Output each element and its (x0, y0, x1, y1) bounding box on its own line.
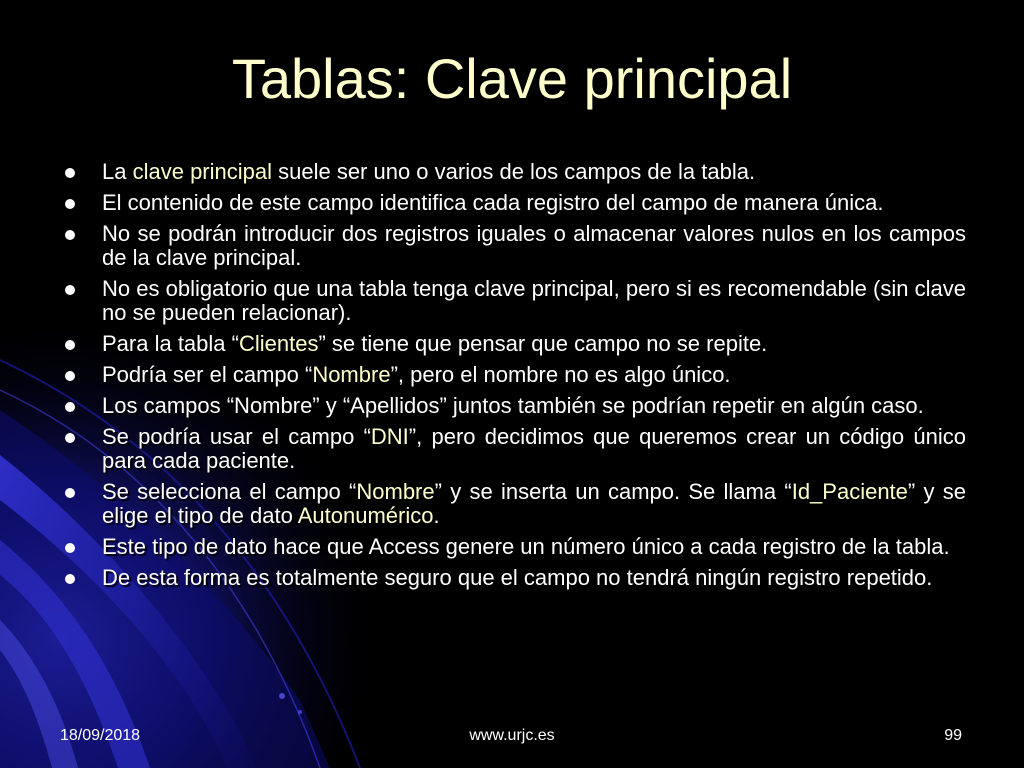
bullet-item (62, 222, 966, 270)
footer-page-number: 99 (944, 727, 962, 744)
slide-title: Tablas: Clave principal (231, 47, 793, 110)
bullet-item (62, 363, 966, 387)
bullet-text: suele ser uno o varios de los campos de la tabla. (272, 159, 756, 184)
bullet-item (62, 425, 966, 473)
highlighted-term: Clientes (238, 331, 319, 356)
highlighted-term: Id_Paciente (791, 479, 908, 504)
bullet-item (62, 535, 966, 559)
highlighted-term: DNI (370, 424, 409, 449)
bullet-text: ” y se elige el tipo de dato (102, 479, 966, 528)
bullet-text: Para la tabla “ (102, 331, 239, 356)
footer-date: 18/09/2018 (60, 727, 141, 744)
bullet-text: Este tipo de dato hace que Access genere un número único a cada registro de la tabla. (102, 534, 950, 559)
bullet-text: La (102, 159, 133, 184)
highlighted-term: Nombre (356, 479, 435, 504)
bullet-item (62, 191, 966, 215)
bullet-item (62, 394, 966, 418)
highlighted-term: clave principal (132, 159, 272, 184)
bullet-text: Se selecciona el campo “ (102, 479, 357, 504)
bullet-text: No se podrán introducir dos registros iguales o almacenar valores nulos en los campos de la clave principal. (102, 221, 966, 270)
bullet-text: El contenido de este campo identifica cada registro del campo de manera única. (102, 190, 884, 215)
bullet-text: De esta forma es totalmente seguro que el campo no tendrá ningún registro repetido. (102, 565, 933, 590)
bullet-item (62, 332, 966, 356)
bullet-item (62, 566, 966, 590)
bullet-item (62, 160, 966, 184)
bullet-text: . (433, 503, 440, 528)
bullet-item (62, 277, 966, 325)
bullet-text: No es obligatorio que una tabla tenga clave principal, pero si es recomendable (sin clave no se pueden relacionar). (102, 276, 966, 325)
bullet-text: ” y se inserta un campo. Se llama “ (434, 479, 792, 504)
bullet-list (62, 160, 966, 597)
bullet-text: ” se tiene que pensar que campo no se repite. (318, 331, 768, 356)
footer-url: www.urjc.es (469, 727, 555, 744)
bullet-text: Podría ser el campo “ (102, 362, 313, 387)
bullet-text: Los campos “Nombre” y “Apellidos” juntos también se podrían repetir en algún caso. (102, 393, 924, 418)
highlighted-term: Nombre (312, 362, 391, 387)
bullet-text: Se podría usar el campo “ (102, 424, 371, 449)
bullet-item (62, 480, 966, 528)
bullet-text: ”, pero decidimos que queremos crear un código único para cada paciente. (102, 424, 966, 473)
bullet-text: ”, pero el nombre no es algo único. (390, 362, 731, 387)
highlighted-term: Autonumérico (297, 503, 434, 528)
